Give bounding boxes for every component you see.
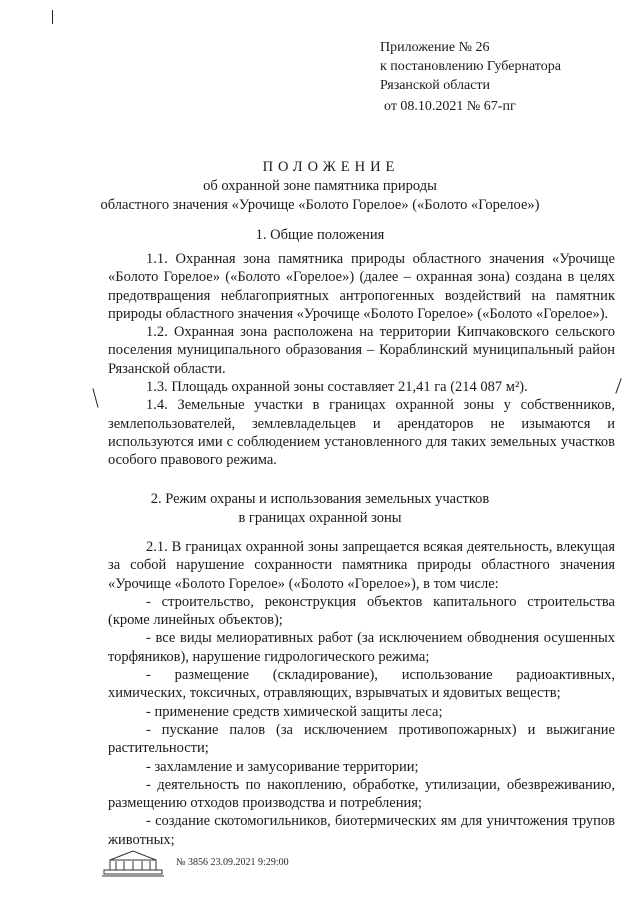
document-title <box>0 158 640 215</box>
appendix-line-2: к постановлению Губернатора <box>380 59 561 74</box>
registry-footer <box>100 848 360 882</box>
list-item: - строительство, реконструкция объектов капитального строительства (кроме линейных объектов); <box>108 593 615 629</box>
scan-mark <box>615 378 621 393</box>
registry-number: № 3856 23.09.2021 9:29:00 <box>176 857 289 868</box>
list-item: - все виды мелиоративных работ (за исключением обводнения осушенных торфяников), нарушение гидрологического режима; <box>108 630 615 665</box>
section-2-heading-line-2: в границах охранной зоны <box>238 510 402 526</box>
list-item: - применение средств химической защиты леса; <box>146 703 443 720</box>
scan-mark <box>92 388 98 408</box>
section-1-heading: 1. Общие положения <box>255 227 385 243</box>
paragraph-1-2: 1.2. Охранная зона расположена на территории Кипчаковского сельского поселения муниципального образования – Кораблинский муниципальный район Рязанской области. <box>108 324 615 377</box>
appendix-line-4: от 08.10.2021 № 67-пг <box>384 99 516 114</box>
list-item: - пускание палов (за исключением противопожарных) и выжигание растительности; <box>108 721 615 757</box>
title-sub-2: областного значения «Урочище «Болото Горелое» («Болото «Горелое») <box>100 197 540 213</box>
appendix-line-1: Приложение № 26 <box>380 40 490 55</box>
section-2-heading-line-1: 2. Режим охраны и использования земельных участков <box>150 491 490 507</box>
paragraph-1-3: 1.3. Площадь охранной зоны составляет 21,41 га (214 087 м²). <box>146 379 528 396</box>
list-item: - захламление и замусоривание территории; <box>146 758 419 775</box>
section-2-body <box>108 538 615 849</box>
paragraph-2-1: 2.1. В границах охранной зоны запрещается всякая деятельность, влекущая за собой нарушение сохранности памятника природы областного значения «Урочище «Болото Горелое» («Болото «Горелое»), в том числе: <box>108 539 615 592</box>
appendix-line-3: Рязанской области <box>380 78 491 93</box>
paragraph-1-1: 1.1. Охранная зона памятника природы областного значения «Урочище «Болото Горелое» («Болото «Горелое») (далее – охранная зона) создана в целях предотвращения неблагоприятных антропогенных воздействий на памятник природы областного значения «Урочище «Болото Горелое» («Болото «Горелое»). <box>108 251 615 322</box>
list-item: - создание скотомогильников, биотермических ям для уничтожения трупов животных; <box>108 813 615 848</box>
title-sub-1: об охранной зоне памятника природы <box>203 178 437 194</box>
building-stamp-icon <box>100 848 166 878</box>
list-item: - деятельность по накоплению, обработке, утилизации, обезвреживанию, размещению отходов производства и потребления; <box>108 776 615 812</box>
title-main: ПОЛОЖЕНИЕ <box>262 159 400 175</box>
list-item: - размещение (складирование), использование радиоактивных, химических, токсичных, отравляющих, взрывчатых и ядовитых веществ; <box>108 667 615 702</box>
section-1-body <box>108 250 615 470</box>
section-2-heading <box>0 490 640 528</box>
appendix-header <box>380 38 561 116</box>
scan-mark <box>52 10 53 24</box>
paragraph-1-4: 1.4. Земельные участки в границах охранной зоны у собственников, землепользователей, землевладельцев и арендаторов не изымаются и используются ими с соблюдением установленного для таких земельных участков особого правового режима. <box>108 397 615 469</box>
